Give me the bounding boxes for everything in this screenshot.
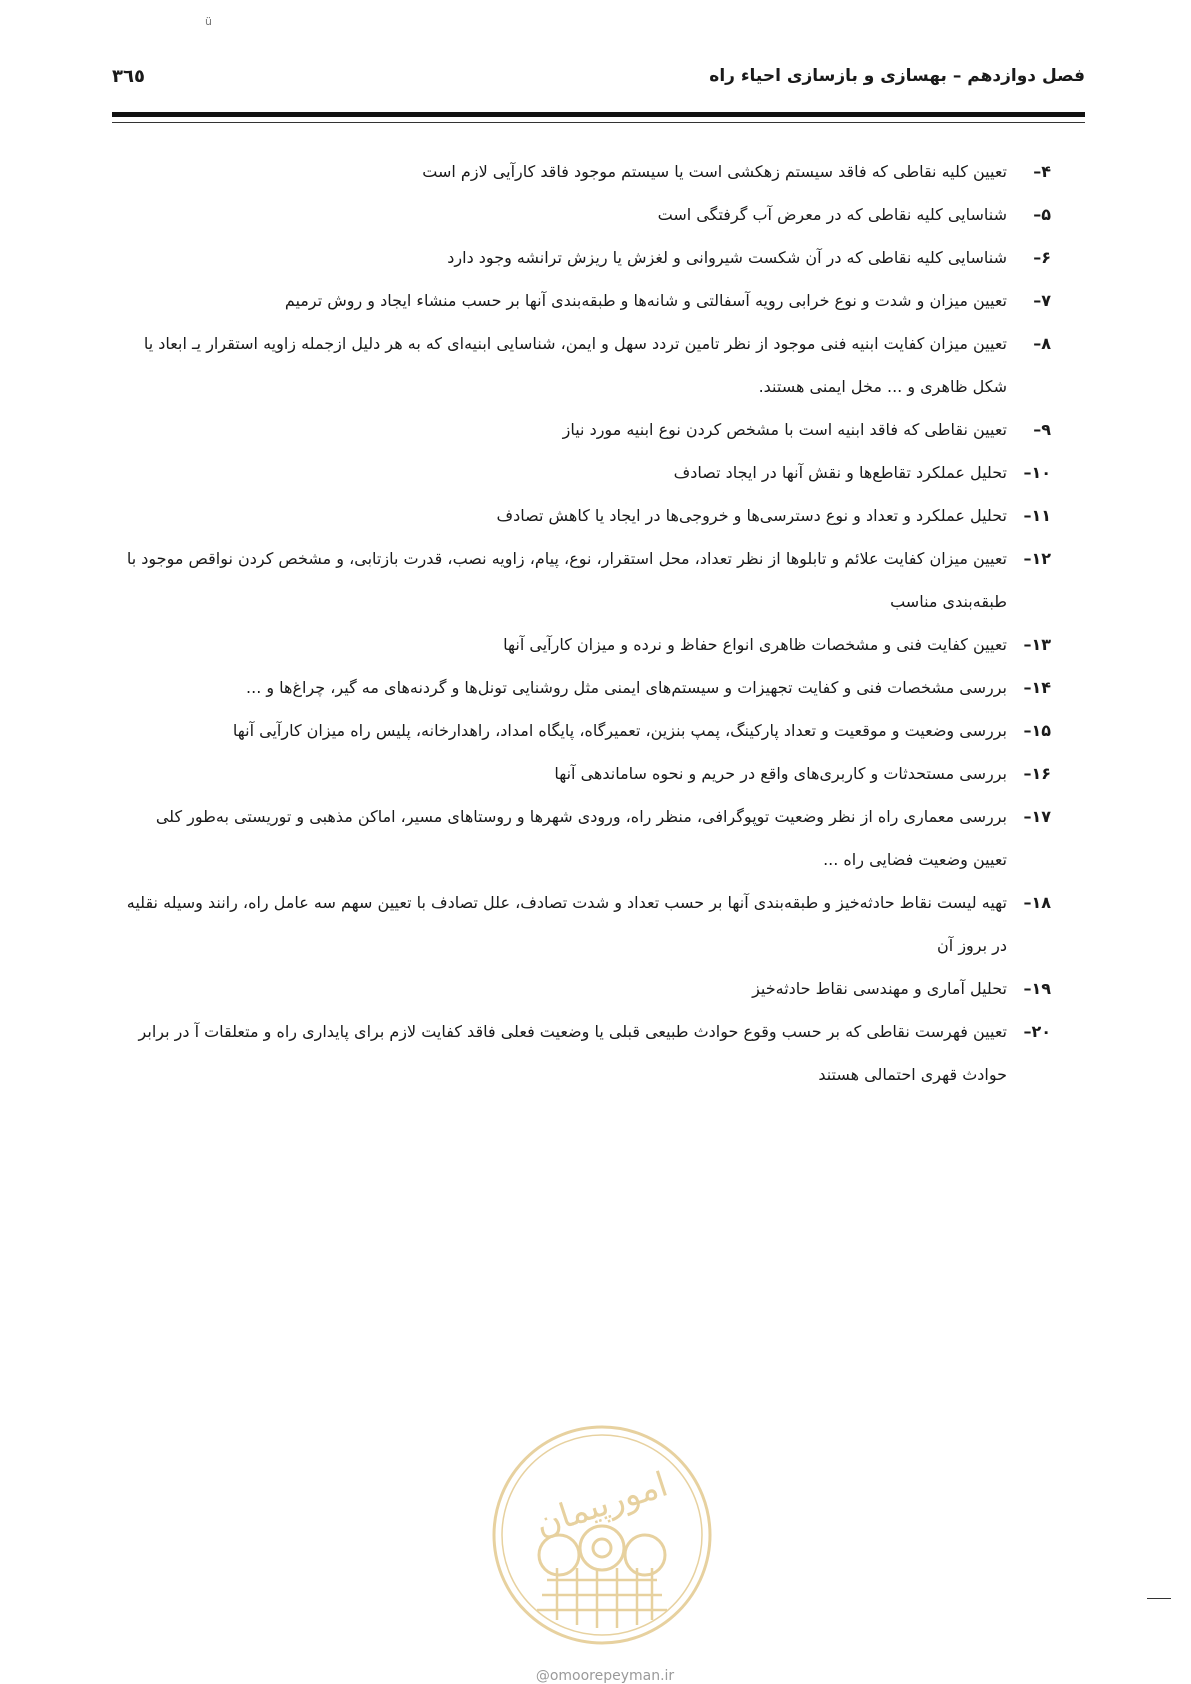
item-text: تحلیل عملکرد و تعداد و نوع دسترسی‌ها و خروجی‌ها در ایجاد یا کاهش تصادف: [496, 506, 1007, 525]
item-number: ۹–: [1033, 420, 1051, 439]
item-number: ۵–: [1033, 205, 1051, 224]
list-item: [120, 150, 1051, 193]
item-text: بررسی معماری راه از نظر وضعیت توپوگرافی، منظر راه، ورودی شهرها و روستاهای مسیر، اماکن مذهبی و توریستی به‌طور کلی تعیین وضعیت فضایی راه ...: [155, 807, 1007, 869]
list-item: [120, 709, 1051, 752]
list-item: [120, 623, 1051, 666]
item-text: تحلیل عملکرد تقاطع‌ها و نقش آنها در ایجاد تصادف: [673, 463, 1007, 482]
list-item: [120, 193, 1051, 236]
item-number: ۱۹–: [1023, 979, 1051, 998]
corner-dash: [1147, 1598, 1171, 1599]
item-text: تحلیل آماری و مهندسی نقاط حادثه‌خیز: [752, 979, 1007, 998]
watermark-seal: [487, 1420, 717, 1650]
list-item: [120, 666, 1051, 709]
list-item: [120, 236, 1051, 279]
item-number: ۱۰–: [1023, 463, 1051, 482]
item-text: تعیین فهرست نقاطی که بر حسب وقوع حوادث طبیعی قبلی یا وضعیت فعلی فاقد کفایت لازم برای پایداری راه و متعلقات آ در برابر حوادث قهری احتمالی هستند: [138, 1022, 1007, 1084]
item-text: شناسایی کلیه نقاطی که در معرض آب گرفتگی است: [657, 205, 1007, 224]
item-text: بررسی مشخصات فنی و کفایت تجهیزات و سیستم‌های ایمنی مثل روشنایی تونل‌ها و گردنه‌های مه گیر، چراغ‌ها و ...: [246, 678, 1007, 697]
list-item: [120, 408, 1051, 451]
item-number: ۱۵–: [1023, 721, 1051, 740]
page-number: ۳٦٥: [112, 66, 145, 87]
list-item: [120, 322, 1051, 408]
list-item: [120, 881, 1051, 967]
header-rule-thick: [112, 112, 1085, 117]
item-number: ۲۰–: [1023, 1022, 1051, 1041]
item-number: ۱۱–: [1023, 506, 1051, 525]
list-item: [120, 494, 1051, 537]
page-header: [112, 62, 1085, 92]
item-number: ۱۶–: [1023, 764, 1051, 783]
item-text: تهیه لیست نقاط حادثه‌خیز و طبقه‌بندی آنها بر حسب تعداد و شدت تصادف، علل تصادف با تعیین سهم سه عامل راه، رانند وسیله نقلیه در بروز آن: [126, 893, 1007, 955]
item-number: ۷–: [1033, 291, 1051, 310]
item-text: تعیین نقاطی که فاقد ابنیه است با مشخص کردن نوع ابنیه مورد نیاز: [562, 420, 1007, 439]
item-text: تعیین میزان کفایت علائم و تابلوها از نظر تعداد، محل استقرار، نوع، پیام، زاویه نصب، قدرت بازتابی، و مشخص کردن نواقص موجود با طبقه‌بندی مناسب: [126, 549, 1007, 611]
item-list: [120, 150, 1051, 1096]
item-text: تعیین میزان و شدت و نوع خرابی رویه آسفالتی و شانه‌ها و طبقه‌بندی آنها بر حسب منشاء ایجاد و روش ترمیم: [284, 291, 1007, 310]
list-item: [120, 1010, 1051, 1096]
item-number: ۱۷–: [1023, 807, 1051, 826]
chapter-title: فصل دوازدهم – بهسازی و بازسازی احیاء راه: [709, 66, 1085, 86]
item-number: ۶–: [1033, 248, 1051, 267]
list-item: [120, 752, 1051, 795]
item-number: ۱۸–: [1023, 893, 1051, 912]
list-item: [120, 279, 1051, 322]
watermark-url: @omoorepeyman.ir: [535, 1668, 675, 1684]
scan-mark: ü: [205, 15, 212, 28]
item-number: ۱۴–: [1023, 678, 1051, 697]
item-number: ۱۲–: [1023, 549, 1051, 568]
list-item: [120, 795, 1051, 881]
list-item: [120, 451, 1051, 494]
item-text: بررسی مستحدثات و کاربری‌های واقع در حریم و نحوه ساماندهی آنها: [554, 764, 1007, 783]
item-number: ۴–: [1033, 162, 1051, 181]
list-item: [120, 967, 1051, 1010]
item-text: تعیین کفایت فنی و مشخصات ظاهری انواع حفاظ و نرده و میزان کارآیی آنها: [503, 635, 1007, 654]
item-text: شناسایی کلیه نقاطی که در آن شکست شیروانی و لغزش یا ریزش ترانشه وجود دارد: [447, 248, 1007, 267]
header-rule-thin: [112, 122, 1085, 123]
list-item: [120, 537, 1051, 623]
item-number: ۸–: [1033, 334, 1051, 353]
item-text: تعیین میزان کفایت ابنیه فنی موجود از نظر تامین تردد سهل و ایمن، شناسایی ابنیه‌ای که به هر دلیل ازجمله زاویه استقرار یـ ابعاد یا شکل ظاهری و ... مخل ایمنی هستند.: [143, 334, 1007, 396]
watermark-logo-text: امورپیمان: [530, 1464, 673, 1545]
item-text: بررسی وضعیت و موقعیت و تعداد پارکینگ، پمپ بنزین، تعمیرگاه، پایگاه امداد، راهدارخانه، پلیس راه میزان کارآیی آنها: [232, 721, 1007, 740]
item-text: تعیین کلیه نقاطی که فاقد سیستم زهکشی است یا سیستم موجود فاقد کارآیی لازم است: [422, 162, 1007, 181]
item-number: ۱۳–: [1023, 635, 1051, 654]
